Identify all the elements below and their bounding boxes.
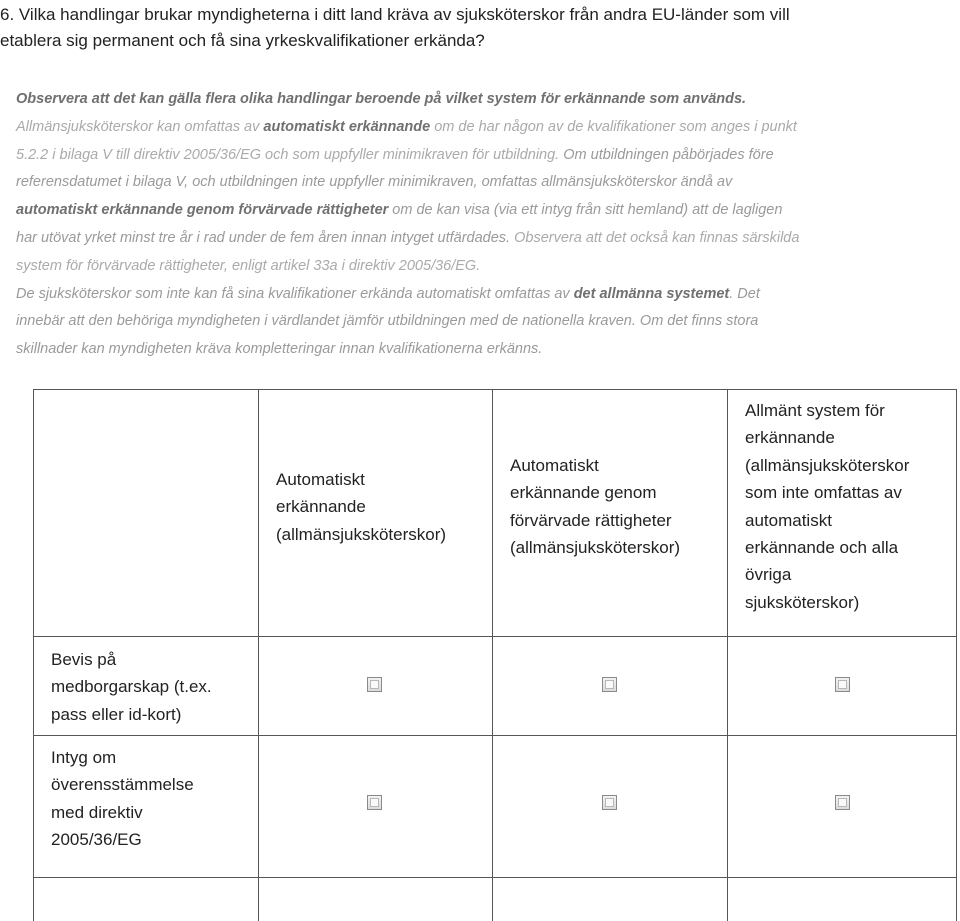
row-label-conformity-certificate: Intyg om överensstämmelse med direktiv 2005/36/EG xyxy=(51,748,194,850)
checkbox-row2-automatic[interactable] xyxy=(367,795,382,810)
instructions: Observera att det kan gälla flera olika handlingar beroende på vilket system för erkännande som används. Allmänsjuksköterskor kan omfattas av automatiskt erkännande om de har någon av de kvalifikationer som anges i punkt 5.2.2 i bilaga V till direktiv 2005/36/EG och som uppfyller minimikraven för utbildning. Om utbildningen påbörjades före referensdatumet i bilaga V, och utbildningen inte uppfyller minimikraven, omfattas allmänsjuksköterskor ändå av automatiskt erkännande genom förvärvade rättigheter om de kan visa (via ett intyg från sitt hemland) att de lagligen har utövat yrket minst tre år i rad under de fem åren innan intyget utfärdades. Observera att det också kan finnas särskilda system för förvärvade rättigheter, enligt artikel 33a i direktiv 2005/36/EG. De sjuksköterskor som inte kan få sina kvalifikationer erkända automatiskt omfattas av det allmänna systemet. Det innebär att den behöriga myndigheten i värdlandet jämför utbildningen med de nationella kraven. Om det finns stora skillnader kan myndigheten kräva kompletteringar innan kvalifikationerna erkänns. xyxy=(16,91,800,358)
question-heading xyxy=(0,2,950,54)
table-rule xyxy=(727,389,728,921)
checkbox-row2-general-system[interactable] xyxy=(835,795,850,810)
column-header-general-system: Allmänt system för erkännande (allmänsjuksköterskor som inte omfattas av automatiskt erkännande och alla övriga sjuksköterskor) xyxy=(745,401,910,612)
checkbox-row1-general-system[interactable] xyxy=(835,677,850,692)
column-header-automatic: Automatiskt erkännande (allmänsjuksköterskor) xyxy=(276,470,447,544)
checkbox-row1-automatic[interactable] xyxy=(367,677,382,692)
table-rule xyxy=(33,389,957,390)
row-label-citizenship-proof: Bevis på medborgarskap (t.ex. pass eller id-kort) xyxy=(51,650,212,724)
table-rule xyxy=(33,389,34,921)
checkbox-row2-acquired-rights[interactable] xyxy=(602,795,617,810)
checkbox-row1-acquired-rights[interactable] xyxy=(602,677,617,692)
table-rule xyxy=(258,389,259,921)
table-rule xyxy=(33,735,957,736)
table-rule xyxy=(956,389,957,921)
table-rule xyxy=(33,636,957,637)
table-rule xyxy=(33,877,957,878)
question-line-1: 6. Vilka handlingar brukar myndigheterna i ditt land kräva av sjuksköterskor från andra EU-länder som vill xyxy=(0,5,790,24)
note-observe: Observera att det kan gälla flera olika handlingar beroende på vilket system för erkännande som används. xyxy=(16,91,747,107)
column-header-acquired-rights: Automatiskt erkännande genom förvärvade rättigheter (allmänsjuksköterskor) xyxy=(510,456,681,558)
question-line-2: etablera sig permanent och få sina yrkeskvalifikationer erkända? xyxy=(0,31,485,50)
table-rule xyxy=(492,389,493,921)
